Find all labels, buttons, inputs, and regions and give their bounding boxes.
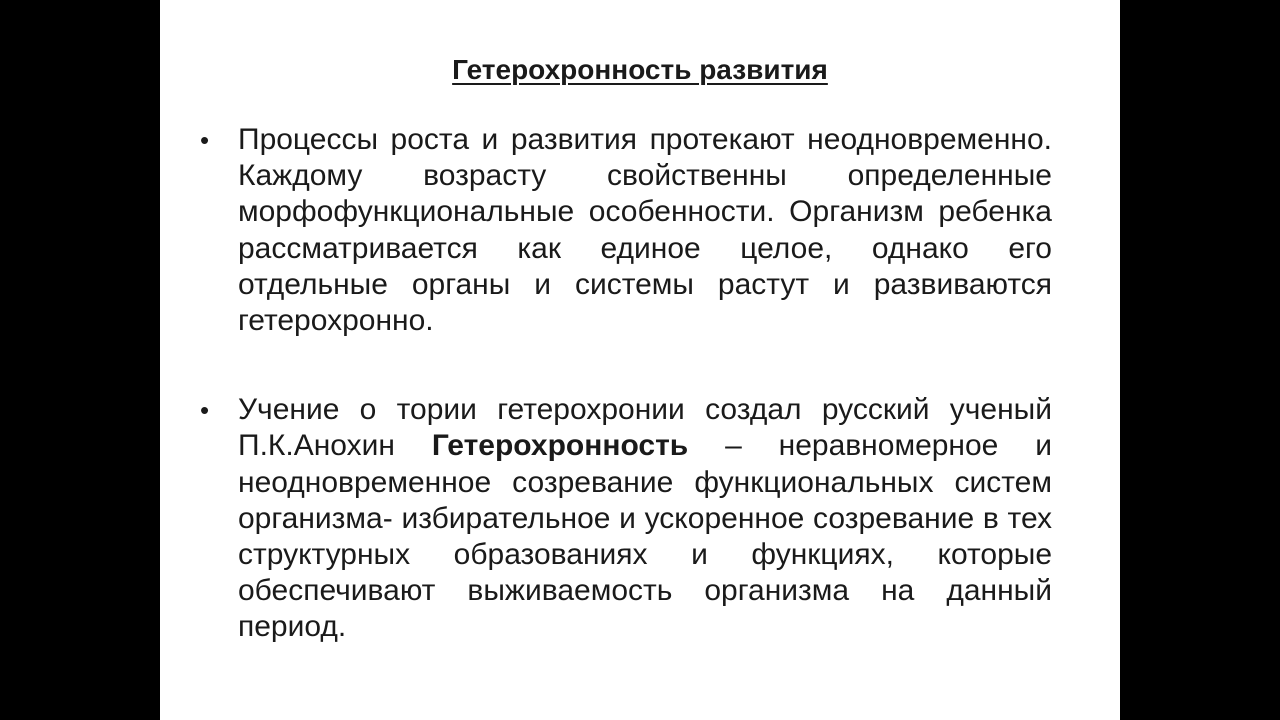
bullet-dot-icon: • — [200, 395, 210, 426]
bullet-text-2-before: Учение о тории гетерохронии создал русский ученый П.К.Анохин — [238, 393, 1052, 463]
slide-title-text: Гетерохронность развития — [452, 54, 828, 85]
slide — [160, 0, 1120, 720]
bullet-dot-icon: • — [200, 125, 210, 155]
bullet-text-2-after: – неравномерное и неодновременное созревание функциональных систем организма- избирательное и ускоренное созревание в тех структурных образованиях и функциях, которые обеспечивают выживаемость организма на данный период. — [238, 429, 1052, 644]
bullet-item-2 — [200, 392, 1052, 645]
bullet-item-1 — [200, 122, 1052, 339]
bullet-text-1: Процессы роста и развития протекают неодновременно. Каждому возрасту свойственны определенные морфофункциональные особенности. Организм ребенка рассматривается как единое целое, однако его отдельные органы и системы растут и развиваются гетерохронно. — [238, 123, 1052, 338]
bullet-list — [200, 122, 1052, 646]
slide-title — [160, 50, 1120, 90]
bullet-term: Гетерохронность — [431, 429, 689, 463]
